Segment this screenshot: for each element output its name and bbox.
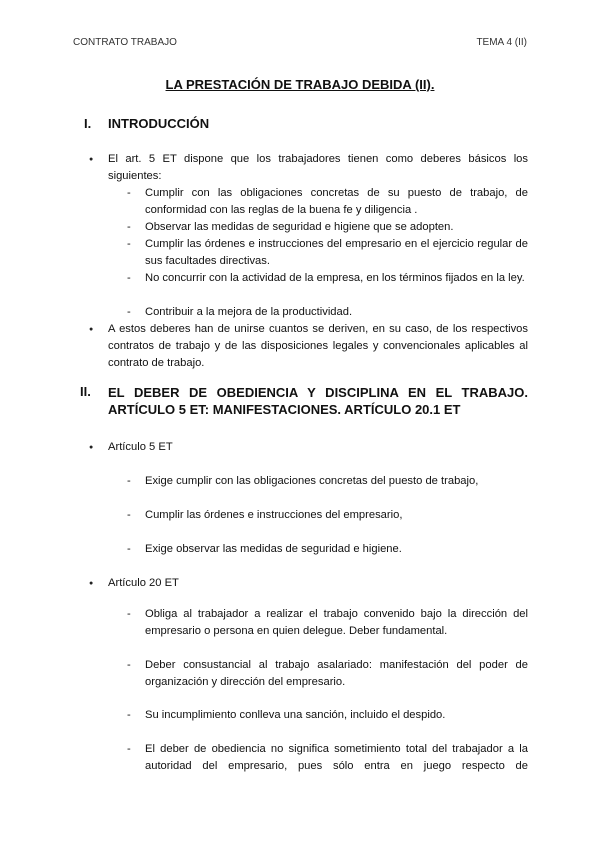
bullet-item: ● A estos deberes han de unirse cuantos se deriven, en su caso, de los respectivos contratos de trabajo y de las disposiciones legales y convencionales aplicables al contrato de trabajo. — [108, 321, 528, 372]
dash-item: - Cumplir con las obligaciones concretas de su puesto de trabajo, de conformidad con las reglas de la buena fe y diligencia . — [145, 185, 528, 219]
dash-item: - El deber de obediencia no significa sometimiento total del trabajador a la autoridad del empresario, pues sólo entra en juego respecto de — [145, 741, 528, 775]
bullet-item-art5: ● Artículo 5 ET — [108, 439, 528, 456]
dash-item: - Contribuir a la mejora de la productividad. — [145, 304, 528, 321]
dash-item: - Exige observar las medidas de seguridad e higiene. — [145, 541, 528, 558]
section-2-title: EL DEBER DE OBEDIENCIA Y DISCIPLINA EN EL TRABAJO. ARTÍCULO 5 ET: MANIFESTACIONES. ARTÍCULO 20.1 ET — [108, 385, 528, 417]
header-topic: TEMA 4 (II) — [476, 37, 527, 48]
bullet-item: ● El art. 5 ET dispone que los trabajadores tienen como deberes básicos los siguientes: — [108, 151, 528, 185]
dash-item: - Observar las medidas de seguridad e higiene que se adopten. — [145, 219, 528, 236]
bullet-item-art20: ● Artículo 20 ET — [108, 575, 528, 592]
dash-item: - Cumplir las órdenes e instrucciones del empresario, — [145, 507, 528, 524]
header-course: CONTRATO TRABAJO — [73, 37, 177, 48]
dash-item: - Exige cumplir con las obligaciones concretas del puesto de trabajo, — [145, 473, 528, 490]
section-1-title: INTRODUCCIÓN — [108, 116, 210, 131]
dash-item: - No concurrir con la actividad de la empresa, en los términos fijados en la ley. — [145, 270, 528, 287]
dash-item: - Cumplir las órdenes e instrucciones del empresario en el ejercicio regular de sus facultades directivas. — [145, 236, 528, 270]
section-1-number: I. — [84, 116, 92, 131]
dash-item: - Deber consustancial al trabajo asalariado: manifestación del poder de organización y dirección del empresario. — [145, 657, 528, 691]
dash-item: - Su incumplimiento conlleva una sanción, incluido el despido. — [145, 707, 528, 724]
document-title: LA PRESTACIÓN DE TRABAJO DEBIDA (II). — [165, 77, 435, 92]
section-2-number: II. — [80, 384, 91, 399]
dash-item: - Obliga al trabajador a realizar el trabajo convenido bajo la dirección del empresario o persona en quien delegue. Deber fundamental. — [145, 606, 528, 640]
